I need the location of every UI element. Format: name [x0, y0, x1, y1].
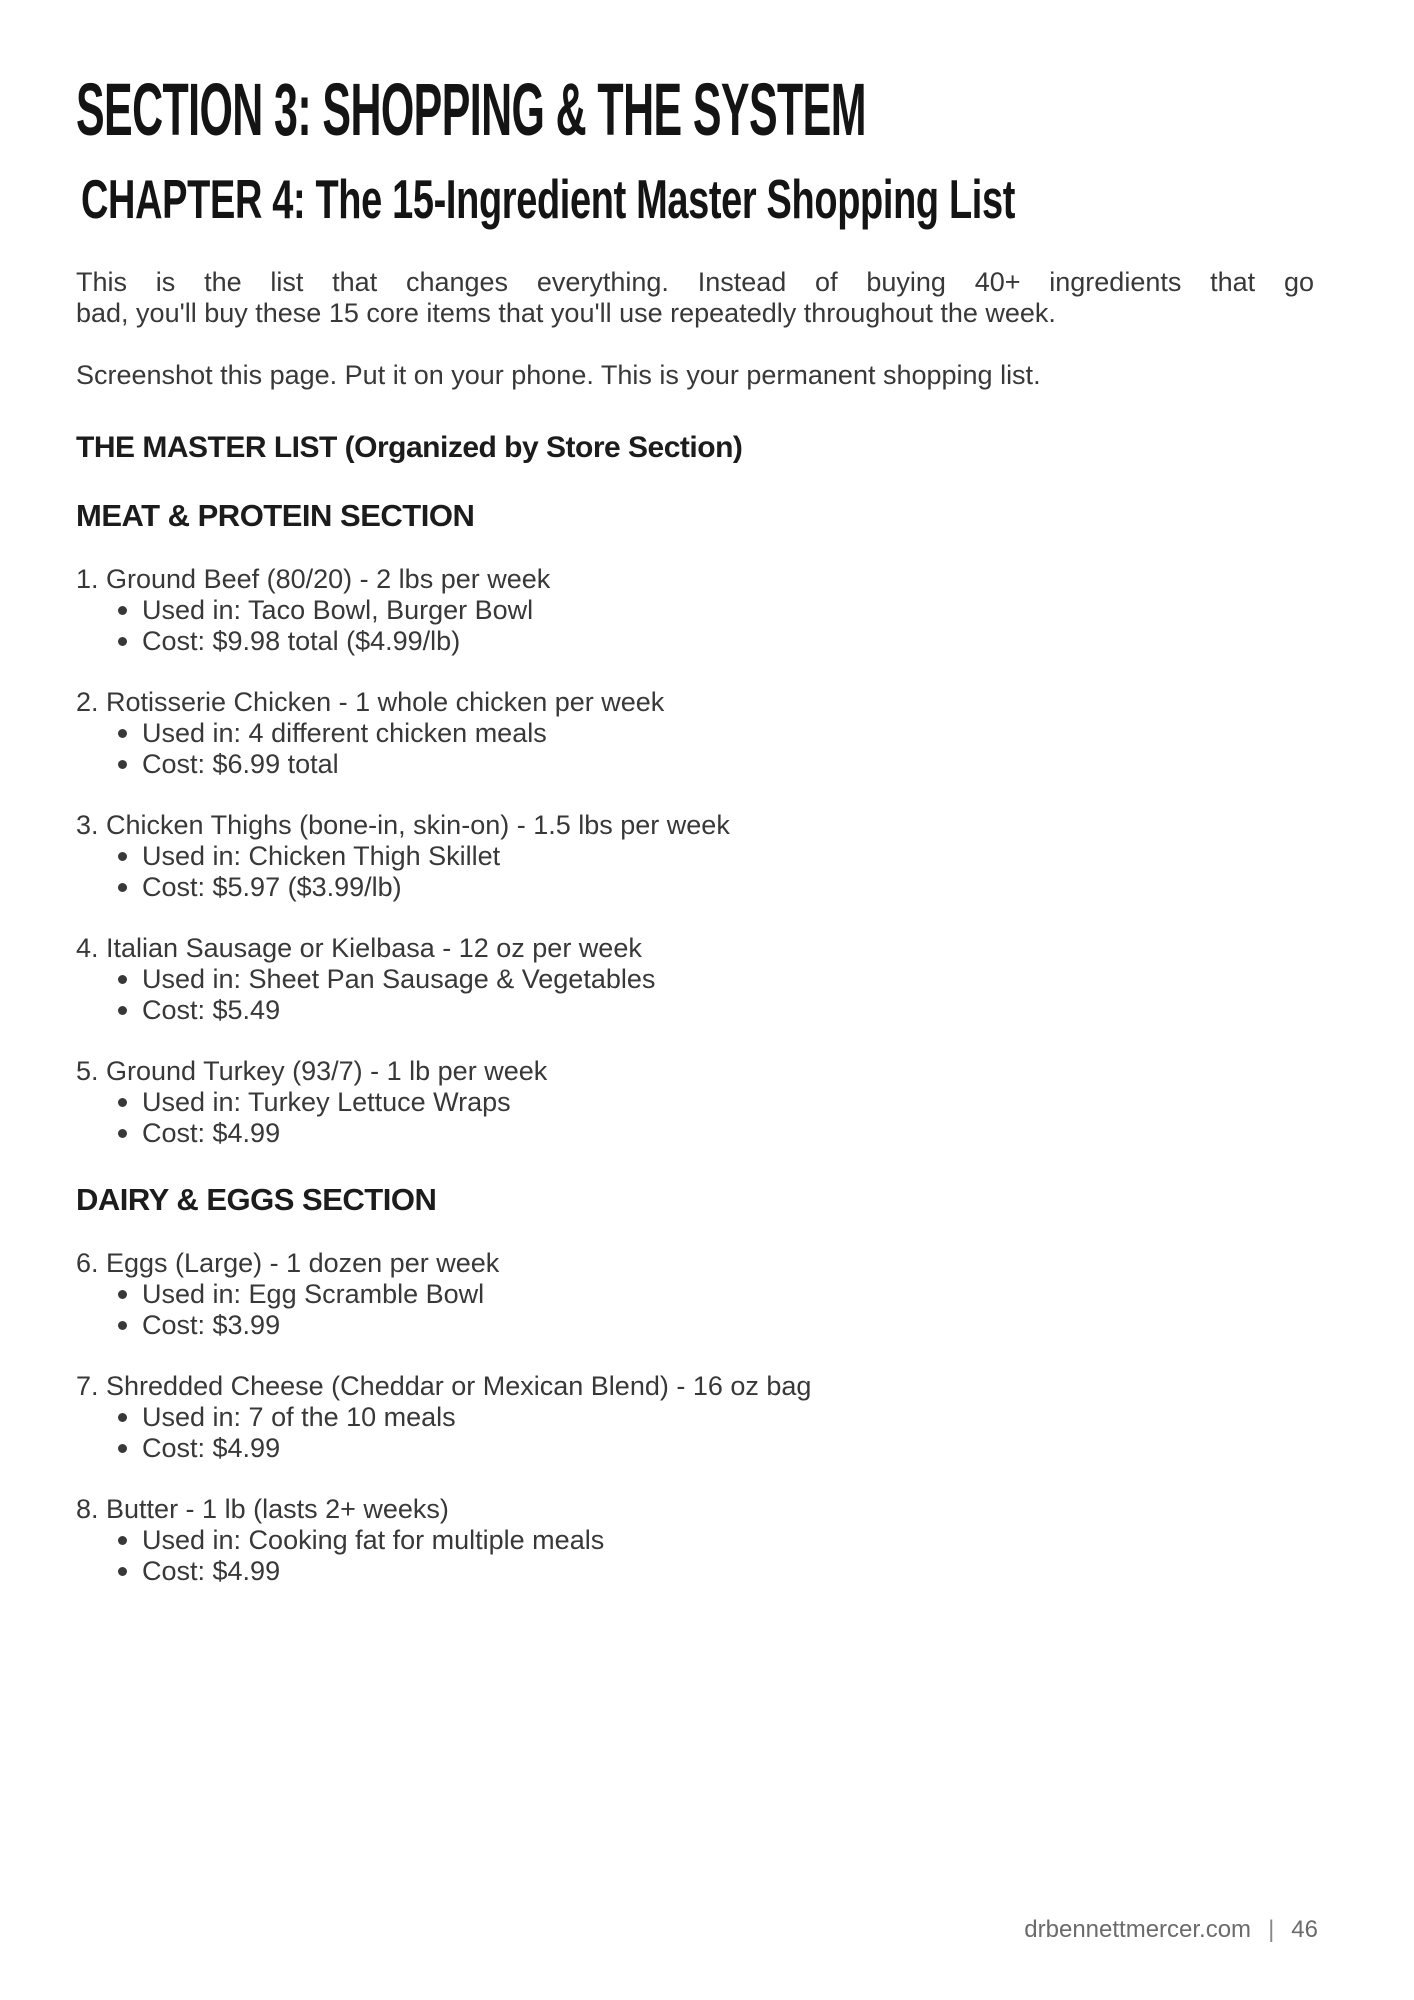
item-title: 1. Ground Beef (80/20) - 2 lbs per week [76, 563, 551, 594]
list-item [76, 810, 1314, 903]
item-title: 3. Chicken Thighs (bone-in, skin-on) - 1.5 lbs per week [76, 809, 730, 840]
bullet-used-in: Used in: Egg Scramble Bowl [76, 1279, 1314, 1310]
section-meat-protein [76, 498, 1314, 1149]
bullet-cost: Cost: $9.98 total ($4.99/lb) [76, 626, 1314, 657]
intro-paragraph [76, 267, 1314, 329]
bullet-used-in: Used in: Chicken Thigh Skillet [76, 841, 1314, 872]
bullet-used-in: Used in: Sheet Pan Sausage & Vegetables [76, 964, 1314, 995]
item-title: 8. Butter - 1 lb (lasts 2+ weeks) [76, 1493, 449, 1524]
item-title: 6. Eggs (Large) - 1 dozen per week [76, 1247, 500, 1278]
instruction-paragraph: Screenshot this page. Put it on your phone. This is your permanent shopping list. [76, 359, 1041, 390]
section-heading: DAIRY & EGGS SECTION [76, 1181, 437, 1217]
bullet-used-in: Used in: Cooking fat for multiple meals [76, 1525, 1314, 1556]
intro-line-2: bad, you'll buy these 15 core items that you'll use repeatedly throughout the week. [76, 297, 1056, 328]
master-list-heading: THE MASTER LIST (Organized by Store Section) [76, 430, 743, 464]
footer-site-url: drbennettmercer.com [1024, 1916, 1252, 1943]
footer-page-number: 46 [1291, 1916, 1318, 1943]
bullet-used-in: Used in: Taco Bowl, Burger Bowl [76, 595, 1314, 626]
footer-separator: | [1268, 1916, 1275, 1943]
intro-line-1: This is the list that changes everything. Instead of buying 40+ ingredients that go [76, 266, 1314, 297]
list-item [76, 933, 1314, 1026]
bullet-cost: Cost: $5.97 ($3.99/lb) [76, 872, 1314, 903]
item-title: 4. Italian Sausage or Kielbasa - 12 oz per week [76, 932, 642, 963]
list-item [76, 1056, 1314, 1149]
list-item [76, 1248, 1314, 1341]
bullet-cost: Cost: $6.99 total [76, 749, 1314, 780]
bullet-used-in: Used in: 7 of the 10 meals [76, 1402, 1314, 1433]
list-item [76, 564, 1314, 657]
section-heading: MEAT & PROTEIN SECTION [76, 497, 475, 533]
bullet-cost: Cost: $3.99 [76, 1310, 1314, 1341]
item-title: 7. Shredded Cheese (Cheddar or Mexican Blend) - 16 oz bag [76, 1370, 812, 1401]
list-item [76, 1494, 1314, 1587]
bullet-used-in: Used in: Turkey Lettuce Wraps [76, 1087, 1314, 1118]
section-title: SECTION 3: SHOPPING & THE SYSTEM [76, 68, 866, 151]
chapter-title: CHAPTER 4: The 15-Ingredient Master Shopping List [81, 168, 1016, 231]
item-title: 2. Rotisserie Chicken - 1 whole chicken per week [76, 686, 665, 717]
bullet-used-in: Used in: 4 different chicken meals [76, 718, 1314, 749]
bullet-cost: Cost: $4.99 [76, 1433, 1314, 1464]
list-item [76, 1371, 1314, 1464]
section-dairy-eggs [76, 1182, 1314, 1587]
bullet-cost: Cost: $4.99 [76, 1556, 1314, 1587]
page-footer [1024, 1916, 1318, 1944]
bullet-cost: Cost: $5.49 [76, 995, 1314, 1026]
bullet-cost: Cost: $4.99 [76, 1118, 1314, 1149]
item-title: 5. Ground Turkey (93/7) - 1 lb per week [76, 1055, 548, 1086]
list-item [76, 687, 1314, 780]
